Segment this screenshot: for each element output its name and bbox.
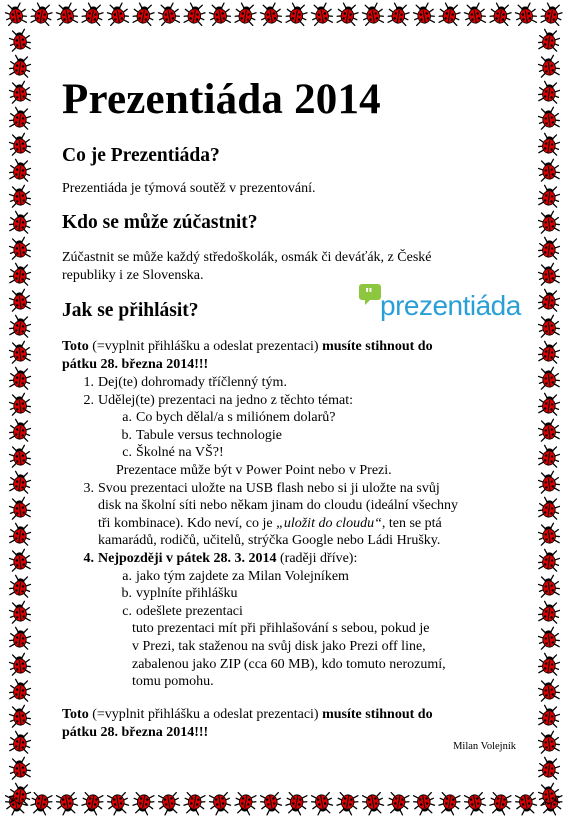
ladybug-icon	[387, 792, 410, 815]
steps-list	[62, 374, 522, 691]
step-text: jako tým zajdete za Milan Volejníkem	[136, 568, 349, 584]
ladybug-icon	[234, 2, 257, 25]
ladybug-icon	[538, 497, 561, 520]
ladybug-icon	[183, 2, 206, 25]
text-who-line1: Zúčastnit se může každý středoškolák, osmák či deváťák, z České	[62, 250, 432, 265]
ladybug-icon	[310, 2, 333, 25]
ladybug-icon	[9, 471, 32, 494]
notice-bottom-line2	[62, 724, 512, 742]
step-text: disk na školní síti nebo někam jinam do cloudu (ideální všechny	[98, 498, 459, 514]
step-text: Svou prezentaci uložte na USB flash nebo si ji uložte na svůj	[98, 480, 440, 496]
ladybug-icon	[538, 341, 561, 364]
notice-bold-deadline: musíte stihnout do	[322, 339, 433, 354]
ladybug-icon	[55, 2, 78, 25]
step-text: tuto prezentaci mít při přihlašování s sebou, pokud je	[132, 621, 430, 637]
step-1	[62, 374, 522, 392]
step-2c	[62, 444, 522, 462]
step-2a	[62, 409, 522, 427]
ladybug-icon	[538, 367, 561, 390]
ladybug-icon	[107, 792, 130, 815]
step-3	[62, 480, 522, 498]
ladybug-icon	[538, 549, 561, 572]
ladybug-icon	[538, 289, 561, 312]
step-text: (raději dříve):	[276, 550, 358, 566]
ladybug-icon	[9, 211, 32, 234]
ladybug-icon	[538, 81, 561, 104]
step-text: vyplníte přihlášku	[136, 586, 238, 602]
step-4c-line2	[62, 620, 522, 638]
ladybug-icon	[9, 29, 32, 52]
ladybug-icon	[538, 393, 561, 416]
ladybug-icon	[538, 211, 561, 234]
ladybug-icon	[540, 792, 563, 815]
notice-date: pátku 28. března 2014!!!	[62, 725, 209, 740]
ladybug-icon	[538, 679, 561, 702]
svg-text:": "	[365, 286, 373, 303]
step-text: zabalenou jako ZIP (cca 60 MB), kdo tomuto nerozumí,	[132, 656, 446, 672]
ladybug-icon	[158, 792, 181, 815]
heading-who: Kdo se může zúčastnit?	[62, 212, 258, 233]
ladybug-icon	[538, 575, 561, 598]
ladybug-icon	[9, 601, 32, 624]
ladybug-icon	[9, 523, 32, 546]
ladybug-icon	[9, 627, 32, 650]
ladybug-icon	[5, 792, 28, 815]
ladybug-icon	[438, 2, 461, 25]
step-text: , ten se ptá	[381, 515, 442, 531]
ladybug-icon	[9, 81, 32, 104]
ladybug-icon	[9, 107, 32, 130]
ladybug-icon	[336, 792, 359, 815]
step-bold: Nejpozději v pátek 28. 3. 2014	[98, 550, 277, 566]
step-text: Dej(te) dohromady tříčlenný tým.	[98, 375, 287, 390]
ladybug-icon	[538, 185, 561, 208]
step-text: tři kombinace). Kdo neví, co je	[98, 515, 277, 531]
ladybug-icon	[9, 55, 32, 78]
ladybug-icon	[9, 575, 32, 598]
step-4c-line5	[62, 673, 522, 691]
ladybug-icon	[538, 315, 561, 338]
ladybug-icon	[361, 2, 384, 25]
signature: Milan Volejník	[453, 741, 516, 752]
notice-bottom-line1	[62, 706, 512, 724]
ladybug-icon	[362, 792, 385, 815]
step-4c-line3	[62, 638, 522, 656]
ladybug-icon	[538, 237, 561, 260]
ladybug-icon	[336, 2, 359, 25]
step-4	[62, 550, 522, 568]
step-2b	[62, 427, 522, 445]
ladybug-icon	[538, 783, 561, 806]
ladybug-icon	[489, 792, 512, 815]
ladybug-icon	[538, 653, 561, 676]
ladybug-icon	[9, 289, 32, 312]
ladybug-icon	[285, 792, 308, 815]
ladybug-icon	[209, 792, 232, 815]
ladybug-icon	[259, 2, 282, 25]
ladybug-icon	[464, 792, 487, 815]
text-what: Prezentiáda je týmová soutěž v prezentování.	[62, 181, 316, 196]
step-text: kamarádů, rodičů, učitelů, strýčka Google nebo Ládi Hrušky.	[98, 533, 441, 549]
ladybug-icon	[234, 792, 257, 815]
step-letter: b.	[121, 586, 132, 602]
ladybug-icon	[413, 792, 436, 815]
ladybug-icon	[387, 2, 410, 25]
ladybug-icon	[9, 393, 32, 416]
notice-bold-deadline: musíte stihnout do	[322, 707, 433, 722]
ladybug-icon	[538, 705, 561, 728]
ladybug-icon	[81, 792, 104, 815]
step-4c-line4	[62, 656, 522, 674]
step-3-line4	[62, 532, 522, 550]
ladybug-icon	[4, 2, 27, 25]
ladybug-icon	[538, 471, 561, 494]
ladybug-icon	[81, 2, 104, 25]
step-number: 4.	[83, 550, 94, 566]
text-who-line2: republiky i ze Slovenska.	[62, 268, 204, 283]
ladybug-icon	[438, 792, 461, 815]
prezentiada-logo	[358, 282, 521, 322]
ladybug-icon	[538, 445, 561, 468]
ladybug-icon	[538, 263, 561, 286]
ladybug-icon	[30, 2, 53, 25]
step-number: 1.	[83, 375, 94, 390]
ladybug-icon	[208, 2, 231, 25]
notice-bold-toto: Toto	[62, 707, 89, 722]
ladybug-icon	[132, 792, 155, 815]
step-text: Udělej(te) prezentaci na jedno z těchto témat:	[98, 392, 353, 408]
step-text: odešlete prezentaci	[136, 603, 243, 619]
page-title: Prezentiáda 2014	[62, 76, 381, 123]
ladybug-icon	[463, 2, 486, 25]
ladybug-icon	[538, 107, 561, 130]
step-text: Prezentace může být v Power Point nebo v Prezi.	[116, 462, 392, 478]
step-text: Tabule versus technologie	[136, 427, 282, 443]
ladybug-icon	[515, 792, 538, 815]
ladybug-icon	[30, 792, 53, 815]
ladybug-icon	[9, 237, 32, 260]
ladybug-icon	[9, 367, 32, 390]
ladybug-icon	[538, 601, 561, 624]
step-text: Školné na VŠ?!	[136, 445, 224, 461]
ladybug-icon	[9, 419, 32, 442]
ladybug-icon	[538, 731, 561, 754]
ladybug-icon	[311, 792, 334, 815]
step-letter: a.	[122, 410, 132, 426]
heading-what: Co je Prezentiáda?	[62, 145, 220, 166]
ladybug-icon	[9, 159, 32, 182]
ladybug-icon	[538, 627, 561, 650]
step-2	[62, 392, 522, 410]
ladybug-icon	[9, 731, 32, 754]
ladybug-icon	[9, 341, 32, 364]
ladybug-icon	[157, 2, 180, 25]
step-letter: a.	[122, 568, 132, 584]
notice-middle: (=vyplnit přihlášku a odeslat prezentaci)	[88, 339, 323, 354]
ladybug-icon	[9, 263, 32, 286]
ladybug-icon	[412, 2, 435, 25]
ladybug-icon	[9, 185, 32, 208]
ladybug-icon	[540, 2, 563, 25]
ladybug-icon	[132, 2, 155, 25]
ladybug-icon	[538, 55, 561, 78]
step-italic: „uložit do cloudu“	[276, 515, 382, 531]
ladybug-icon	[489, 2, 512, 25]
ladybug-icon	[514, 2, 537, 25]
ladybug-icon	[183, 792, 206, 815]
step-text: tomu pomohu.	[132, 674, 214, 690]
step-4c	[62, 603, 522, 621]
ladybug-icon	[9, 653, 32, 676]
step-number: 3.	[83, 480, 94, 496]
notice-middle: (=vyplnit přihlášku a odeslat prezentaci)	[88, 707, 323, 722]
step-number: 2.	[83, 392, 94, 408]
ladybug-icon	[9, 679, 32, 702]
step-text: Co bych dělal/a s miliónem dolarů?	[136, 410, 336, 426]
ladybug-icon	[260, 792, 283, 815]
notice-bold-toto: Toto	[62, 339, 89, 354]
step-2-note	[62, 462, 522, 480]
ladybug-icon	[9, 705, 32, 728]
step-text: v Prezi, tak staženou na svůj disk jako Prezi off line,	[132, 638, 426, 654]
step-letter: c.	[122, 603, 132, 619]
step-4a	[62, 568, 522, 586]
ladybug-icon	[9, 133, 32, 156]
ladybug-icon	[9, 315, 32, 338]
ladybug-icon	[9, 497, 32, 520]
step-letter: b.	[121, 427, 132, 443]
notice-top-line1	[62, 338, 512, 356]
ladybug-icon	[9, 757, 32, 780]
step-4b	[62, 585, 522, 603]
ladybug-icon	[538, 29, 561, 52]
ladybug-icon	[56, 792, 79, 815]
step-3-line2	[62, 497, 522, 515]
heading-how: Jak se přihlásit?	[62, 300, 199, 321]
ladybug-icon	[538, 523, 561, 546]
ladybug-icon	[9, 783, 32, 806]
step-3-line3	[62, 515, 522, 533]
logo-text: prezentiáda	[380, 290, 521, 321]
notice-date: pátku 28. března 2014!!!	[62, 357, 209, 372]
notice-top-line2	[62, 356, 512, 374]
ladybug-icon	[538, 133, 561, 156]
ladybug-icon	[9, 549, 32, 572]
step-letter: c.	[122, 445, 132, 461]
ladybug-icon	[538, 159, 561, 182]
ladybug-icon	[538, 757, 561, 780]
ladybug-icon	[9, 445, 32, 468]
ladybug-icon	[538, 419, 561, 442]
ladybug-icon	[106, 2, 129, 25]
ladybug-icon	[285, 2, 308, 25]
